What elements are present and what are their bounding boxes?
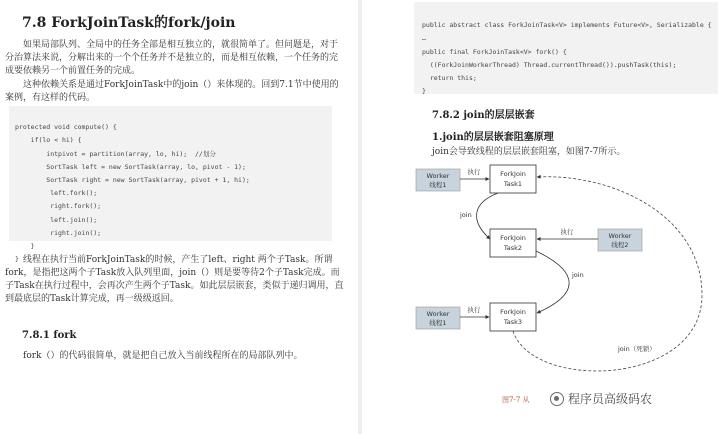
subsection-join-nesting: 7.8.2 join的层层嵌套 [432,110,535,121]
join-label-deadlock: join（死锁） [618,345,656,353]
heading-join-blocking: 1.join的层层嵌套阻塞原理 [432,132,554,143]
paragraph-join-blocking: join会导致线程的层层嵌套阻塞，如图7-7所示。 [432,147,626,157]
join-label-1: join [460,211,472,219]
code-line: SortTask right = new SortTask(array, pivot + 1, hi); [15,176,250,185]
paragraph-intro: 如果局部队列、全局中的任务全部是相互独立的，就很简单了。但问题是，对于分治算法来说，分解出来的一个个任务并不是独立的，而是相互依赖，一个任务的完成要依赖另一个前置任务的完成。 [5,40,339,76]
exec-label-3: 执行 [467,306,481,314]
worker3-label-line1: Worker [426,310,450,318]
code-line: left.fork(); [15,189,98,198]
worker2-label-line1: Worker [608,232,632,240]
code-line: ((ForkJoinWorkerThread) Thread.currentThread()).pushTask(this); [422,60,677,69]
code-line: … [422,34,426,43]
left-page [0,0,358,434]
code-line: intpivot = partition(array, lo, hi); //划分 [15,149,216,158]
code-line: SortTask left = new SortTask(array, lo, pivot - 1); [15,162,246,171]
paragraph-fork-explanation: 线程在执行当前ForkJoinTask的时候，产生了left、right 两个子Task。所谓fork，是指把这两个子Task放入队列里面，join（）则是要等待2个子Task完成。而子Task在执行过程中，会再次产生两个子Task。如此层层嵌套，类似于递归调用，直到最底层的Task计算完成，再一级级返回。 [5,255,344,304]
code-line: if(lo < hi) { [15,136,82,145]
code-line: } [422,87,426,96]
task2-label-line2: Task2 [503,244,523,252]
task3-label-line2: Task3 [503,318,523,326]
section-title: 7.8 ForkJoinTask的fork/join [22,15,236,31]
task3-label-line1: ForkJoin [500,308,526,316]
code-line: return this; [422,74,477,83]
code-line: right.join(); [15,228,102,237]
join-nesting-diagram [402,155,720,415]
wechat-logo-icon [550,392,564,406]
code-block-fork [414,2,718,94]
code-line: public final ForkJoinTask<V> fork() { [422,47,567,56]
code-line: protected void compute() { [15,123,117,132]
paragraph-fork-code: fork（）的代码很简单，就是把自己放入当前线程所在的局部队列中。 [23,351,303,361]
paragraph-join-dependency: 这种依赖关系是通过ForkJoinTask中的join（）来体现的。回到7.1节中使用的案例，有这样的代码。 [5,80,339,103]
code-line: } [15,242,35,251]
code-line: } [15,255,19,264]
task2-label-line1: ForkJoin [500,234,526,242]
task1-label-line2: Task1 [503,180,523,188]
task1-label-line1: ForkJoin [500,170,526,178]
worker2-label-line2: 线程2 [611,241,629,249]
code-line: public abstract class ForkJoinTask<V> implements Future<V>, Serializable { [422,21,712,30]
code-line: right.fork(); [15,202,102,211]
subsection-fork: 7.8.1 fork [22,330,77,341]
arrow-join-2 [536,251,569,313]
worker1-label-line1: Worker [426,172,450,180]
worker3-label-line2: 线程1 [429,319,447,327]
code-block-compute [9,106,332,264]
worker1-label-line2: 线程1 [429,181,447,189]
watermark [550,390,652,407]
figure-caption: 图7-7 从 [502,396,530,404]
right-page [362,0,720,434]
code-line: left.join(); [15,215,98,224]
join-label-2: join [572,271,584,279]
arrow-join-deadlock [513,177,702,371]
watermark-text: 程序员高级码农 [568,392,653,406]
exec-label-1: 执行 [467,168,481,176]
exec-label-2: 执行 [560,228,574,236]
